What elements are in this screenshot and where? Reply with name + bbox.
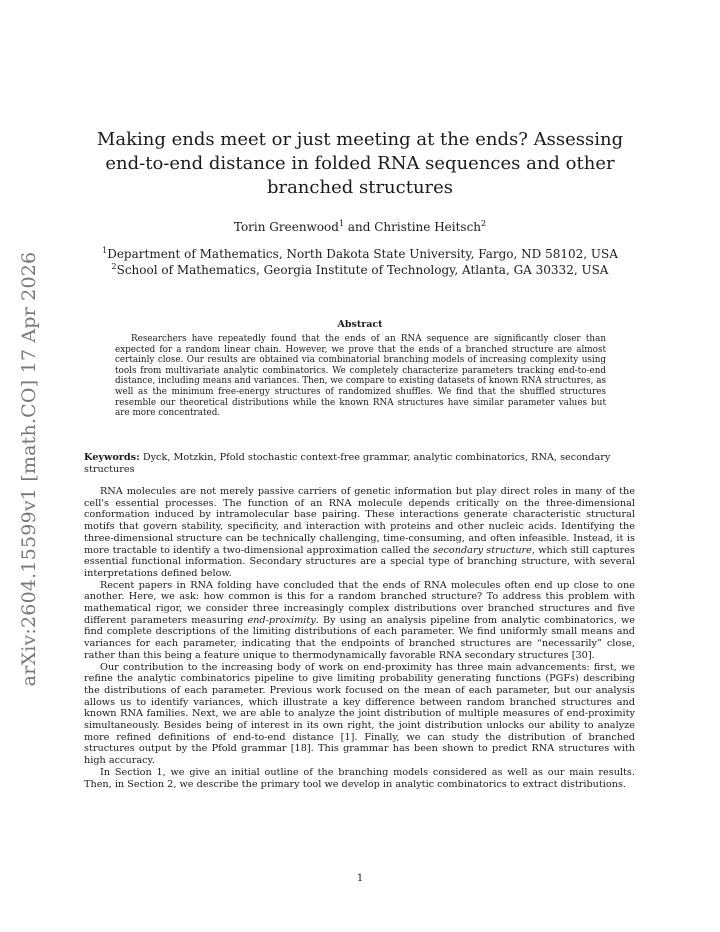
- arxiv-identifier: arXiv:2604.15599v1 [math.CO] 17 Apr 2026: [18, 251, 40, 687]
- page-number: 1: [356, 873, 364, 884]
- abstract-heading: Abstract: [337, 319, 383, 330]
- author-2: Christine Heitsch: [374, 220, 482, 234]
- affiliations: [80, 246, 640, 278]
- paragraph-2: [84, 580, 635, 662]
- paragraph-2-part-a: Recent papers in RNA folding have concluded that the ends of RNA molecules often end up close to one another. Here, we ask: how common is this for a random branched structure? To address this problem with mathematical rigor, we consider three increasingly complex distributions over branched structures and five different parameters measuring: [84, 579, 635, 626]
- author-1: Torin Greenwood: [233, 220, 339, 234]
- keywords-label: Keywords:: [84, 452, 140, 463]
- paragraph-1-part-a: RNA molecules are not merely passive carriers of genetic information but play direct roles in many of the cell's essential processes. The function of an RNA molecule depends critically on the three-dimensional conformation induced by intramolecular base pairing. These interactions generate characteristic structural motifs that govern stability, specificity, and interaction with proteins and other nucleic acids. Identifying the three-dimensional structure can be technically challenging, time-consuming, and often infeasible. Instead, it is more tractable to identify a two-dimensional approximation called the: [84, 486, 635, 556]
- affiliation-2-mark: 2: [111, 262, 117, 271]
- affiliation-1-text: Department of Mathematics, North Dakota State University, Fargo, ND 58102, USA: [107, 247, 618, 261]
- paragraph-2-part-b: . By using an analysis pipeline from analytic combinatorics, we find complete descriptions of the limiting distributions of each parameter. We find uniformly small means and variances for each parameter, indicating that the endpoints of branched structures are “necessarily” close, rather than this being a feature unique to thermodynamically favorable RNA secondary structures [30].: [84, 614, 635, 661]
- paragraph-1-emphasis: secondary structure: [432, 544, 532, 556]
- author-2-mark: 2: [481, 219, 487, 228]
- paragraph-1-part-b: , which still captures essential functional information. Secondary structures are a special type of branching structure, with several interpretations defined below.: [84, 544, 635, 579]
- paragraph-4: In Section 1, we give an initial outline of the branching models considered as well as our main results. Then, in Section 2, we describe the primary tool we develop in analytic combinatorics to extract distributions.: [84, 766, 635, 790]
- affiliation-1-mark: 1: [102, 246, 108, 255]
- author-line: [80, 219, 640, 235]
- paper-title: Making ends meet or just meeting at the ends? Assessing end-to-end distance in folded RNA sequences and other branched structures: [96, 129, 624, 198]
- arxiv-identifier-sidebar: [12, 244, 46, 694]
- affiliation-2: [80, 262, 640, 278]
- paragraph-3: Our contribution to the increasing body of work on end-proximity has three main advancements: first, we refine the analytic combinatorics pipeline to give limiting probability generating functions (PGFs) describing the distributions of each parameter. Previous work focused on the mean of each parameter, but our analysis allows us to identify variances, which illustrate a key difference between random branched structures and known RNA families. Next, we are able to analyze the joint distribution of multiple measures of end-proximity simultaneously. Besides being of interest in its own right, the joint distribution unlocks our ability to analyze more refined definitions of end-to-end distance [1]. Finally, we can study the distribution of branched structures output by the Pfold grammar [18]. This grammar has been shown to predict RNA structures with high accuracy.: [84, 661, 635, 767]
- abstract-text: Researchers have repeatedly found that the ends of an RNA sequence are significantly closer than expected for a random linear chain. However, we prove that the ends of a branched structure are almost certainly close. Our results are obtained via combinatorial branching models of increasing complexity using tools from multivariate analytic combinatorics. We completely characterize parameters tracking end-to-end distance, including means and variances. Then, we compare to existing datasets of known RNA structures, as well as the minimum free-energy structures of randomized shuffles. We find that the shuffled structures resemble our theoretical distributions while the known RNA structures have similar parameter values but are more concentrated.: [115, 334, 606, 419]
- affiliation-2-text: School of Mathematics, Georgia Institute of Technology, Atlanta, GA 30332, USA: [116, 263, 609, 277]
- body-text: [84, 486, 635, 790]
- paragraph-2-emphasis: end-proximity: [247, 614, 316, 626]
- keywords-text: Dyck, Motzkin, Pfold stochastic context-free grammar, analytic combinatorics, RNA, secondary structures: [84, 452, 611, 475]
- paragraph-1: [84, 486, 635, 580]
- affiliation-1: [80, 246, 640, 262]
- author-separator: and: [344, 220, 375, 234]
- author-1-mark: 1: [338, 219, 345, 228]
- keywords: [84, 452, 635, 475]
